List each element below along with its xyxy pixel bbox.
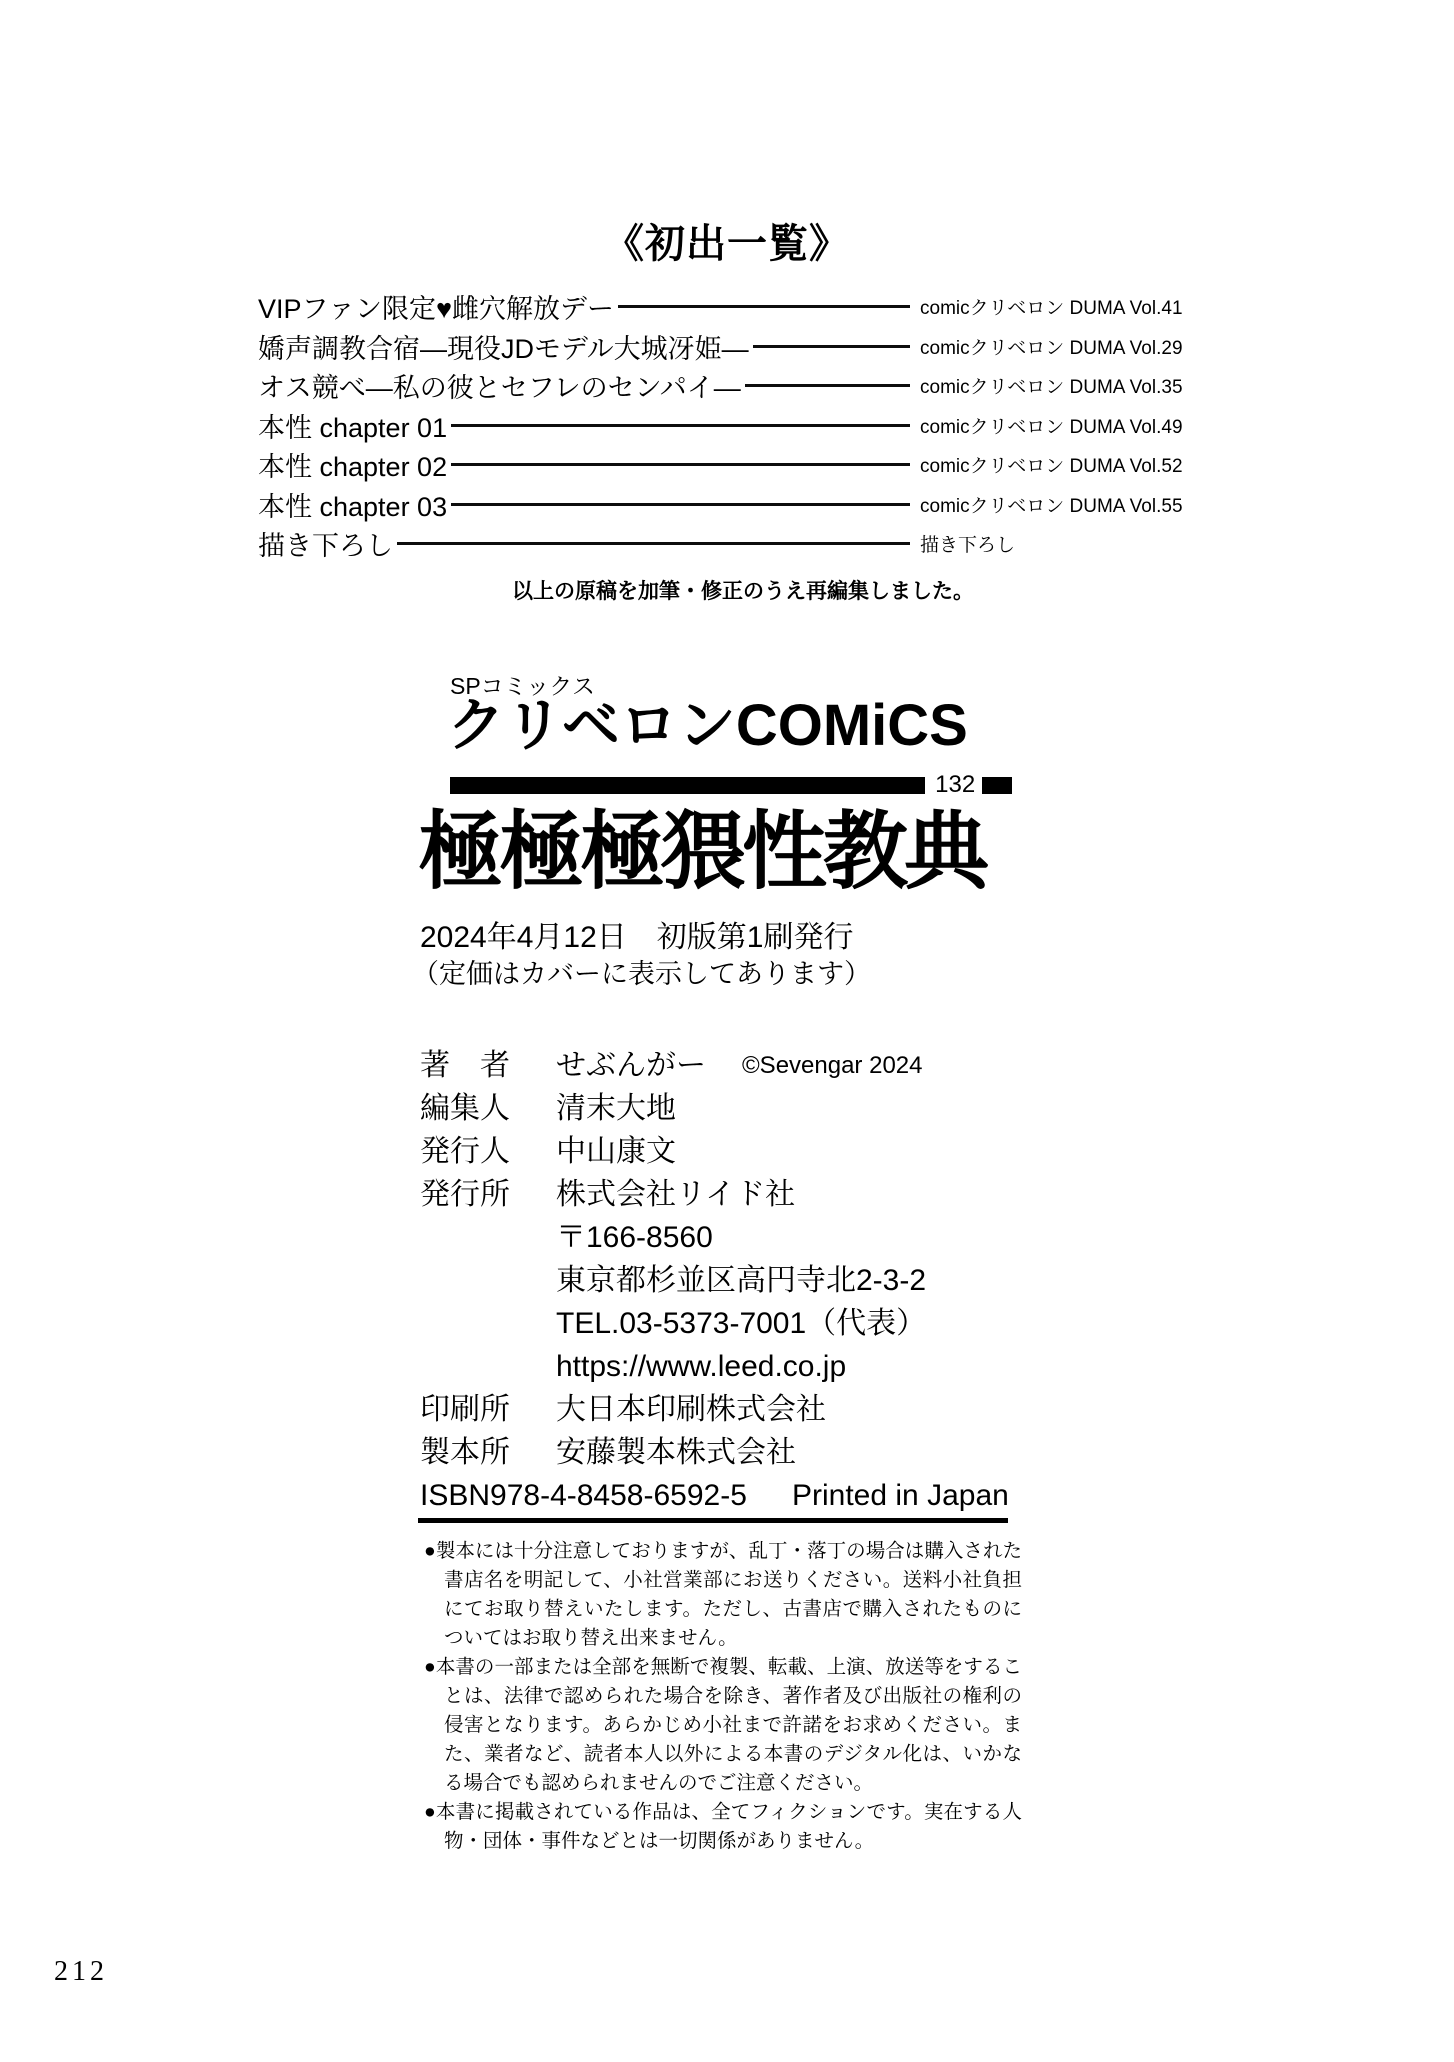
notices-block [424,1537,1022,1856]
series-end-square [982,777,1012,794]
source-label: comicクリベロン DUMA Vol.49 [920,416,1183,438]
work-title: 本性 chapter 01 [258,412,448,443]
leader-line [397,542,910,545]
first-publication-title: 《初出一覧》 [604,222,850,266]
work-title: 嬌声調教合宿―現役JDモデル大城冴姫― [258,333,749,364]
credit-row-tel [420,1302,1009,1345]
leader-line [451,503,910,506]
edition-line: 2024年4月12日 初版第1刷発行 [420,921,854,954]
credit-label: 印刷所 [420,1393,510,1426]
list-item [258,287,1192,327]
page-number: 212 [54,1956,108,1987]
notice-paragraph-fiction: ●本書に掲載されている作品は、全てフィクションです。実在する人物・団体・事件などとは一切関係がありません。 [424,1801,1022,1852]
work-title: VIPファン限定♥雌穴解放デー [258,294,615,325]
credit-row-publisher [420,1173,1009,1216]
credit-value: 株式会社リイド社 [556,1178,796,1211]
series-bar-row [450,771,1012,799]
work-title: 本性 chapter 03 [258,491,448,522]
list-item [258,406,1192,446]
credit-row-printer [420,1388,1009,1431]
printed-in-japan: Printed in Japan [792,1479,1009,1512]
credit-value: 清末大地 [556,1092,676,1125]
isbn-row [420,1474,1009,1517]
credit-label: 発行人 [420,1135,510,1168]
credit-value: 大日本印刷株式会社 [556,1393,826,1426]
leader-line [451,463,910,466]
credit-row-address [420,1259,1009,1302]
credit-label: 編集人 [420,1092,510,1125]
divider-rule [418,1518,1008,1523]
series-logo: クリベロンCOMiCS [447,693,968,758]
work-title: オス競べ―私の彼とセフレのセンパイ― [258,373,741,404]
source-label: 描き下ろし [920,535,1016,557]
notice-paragraph-copyright: ●本書の一部または全部を無断で複製、転載、上演、放送等をすることは、法律で認められた場合を除き、著作者及び出版社の権利の侵害となります。あらかじめ小社まで許諾をお求めください。また、業者など、読者本人以外による本書のデジタル化は、いかなる場合でも認められませんのでご注意ください。 [424,1656,1022,1794]
reedit-note: 以上の原稿を加筆・修正のうえ再編集しました。 [512,580,974,603]
credit-row-editor [420,1087,1009,1130]
credit-label [420,1345,556,1388]
notice-paragraph-returns: ●製本には十分注意しておりますが、乱丁・落丁の場合は購入された書店名を明記して、小社営業部にお送りください。送料小社負担にてお取り替えいたします。ただし、古書店で購入されたものについてはお取り替え出来ません。 [424,1540,1022,1649]
sp-comics-label: SPコミックス [450,673,595,699]
credit-row-author [420,1044,1009,1087]
credit-label: 製本所 [420,1436,510,1469]
credit-value: 安藤製本株式会社 [556,1436,796,1469]
series-number: 132 [935,771,976,798]
leader-line [618,305,910,308]
credit-row-url [420,1345,1009,1388]
copyright-credit: ©Sevengar 2024 [742,1052,923,1079]
source-label: comicクリベロン DUMA Vol.29 [920,337,1183,359]
list-item [258,327,1192,367]
leader-line [451,424,910,427]
credit-value: せぶんがー [556,1049,706,1082]
credit-label: 著 者 [420,1049,510,1082]
credit-label [420,1259,556,1302]
first-publication-list [258,287,1192,564]
source-label: comicクリベロン DUMA Vol.35 [920,377,1183,399]
credit-row-binder [420,1431,1009,1474]
source-label: comicクリベロン DUMA Vol.41 [920,298,1183,320]
credit-value: 中山康文 [556,1135,676,1168]
list-item [258,445,1192,485]
credit-row-postcode [420,1216,1009,1259]
credit-label: 発行所 [420,1178,510,1211]
price-note: （定価はカバーに表示してあります） [412,959,871,989]
list-item [258,524,1192,564]
publisher-url: https://www.leed.co.jp [556,1350,847,1383]
book-title: 極極極猥性教典 [418,805,986,900]
leader-line [745,384,910,387]
isbn: ISBN978-4-8458-6592-5 [420,1479,747,1512]
work-title: 本性 chapter 02 [258,452,448,483]
list-item [258,366,1192,406]
series-bar [450,777,925,794]
publisher-address: 東京都杉並区高円寺北2-3-2 [556,1264,927,1297]
credit-row-publisher-person [420,1130,1009,1173]
source-label: comicクリベロン DUMA Vol.55 [920,495,1183,517]
credits-block [420,1044,1009,1517]
phone-number: TEL.03-5373-7001（代表） [556,1307,927,1340]
work-title: 描き下ろし [258,531,393,562]
source-label: comicクリベロン DUMA Vol.52 [920,456,1183,478]
postal-code: 〒166-8560 [556,1221,713,1254]
credit-label [420,1216,556,1259]
leader-line [753,345,910,348]
list-item [258,485,1192,525]
credit-label [420,1302,556,1345]
